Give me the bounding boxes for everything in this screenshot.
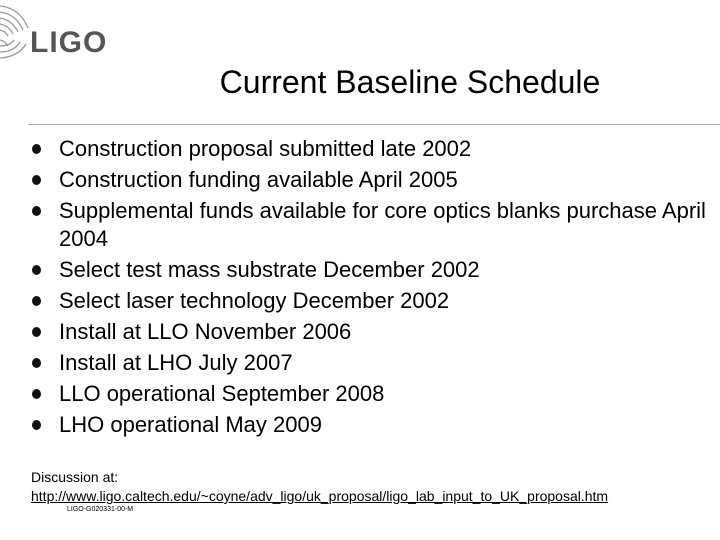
list-item <box>30 135 720 163</box>
list-item-text: Construction funding available April 2005 <box>59 167 458 192</box>
discussion-label: Discussion at: <box>31 469 119 485</box>
document-id: LIGO-G020331-00-M <box>67 506 134 513</box>
list-item-text: Select test mass substrate December 2002 <box>59 257 480 282</box>
title-divider <box>28 124 720 125</box>
bullet-icon <box>32 420 41 430</box>
list-item <box>30 166 720 194</box>
list-item <box>30 380 720 408</box>
list-item-text: Supplemental funds available for core optics blanks purchase April 2004 <box>59 198 706 251</box>
discussion-block <box>31 468 608 506</box>
list-item <box>30 287 720 315</box>
list-item <box>30 197 720 253</box>
list-item <box>30 411 720 439</box>
list-item-text: Select laser technology December 2002 <box>59 288 450 313</box>
logo-text: LIGO <box>30 26 108 59</box>
bullet-icon <box>32 389 41 399</box>
discussion-link[interactable]: http://www.ligo.caltech.edu/~coyne/adv_ligo/uk_proposal/ligo_lab_input_to_UK_proposal.htm <box>31 488 609 504</box>
list-item <box>30 318 720 346</box>
bullet-icon <box>32 327 41 337</box>
logo <box>0 0 130 70</box>
bullet-icon <box>32 358 41 368</box>
list-item-text: Install at LHO July 2007 <box>59 350 293 375</box>
bullet-icon <box>32 296 41 306</box>
bullet-icon <box>32 265 41 275</box>
list-item <box>30 256 720 284</box>
list-item-text: LHO operational May 2009 <box>59 412 322 437</box>
list-item <box>30 349 720 377</box>
slide-title: Current Baseline Schedule <box>219 64 601 100</box>
list-item-text: Install at LLO November 2006 <box>59 319 352 344</box>
bullet-list <box>30 135 720 442</box>
bullet-icon <box>32 175 41 185</box>
list-item-text: LLO operational September 2008 <box>59 381 385 406</box>
bullet-icon <box>32 144 41 154</box>
bullet-icon <box>32 206 41 216</box>
list-item-text: Construction proposal submitted late 2002 <box>59 136 472 161</box>
